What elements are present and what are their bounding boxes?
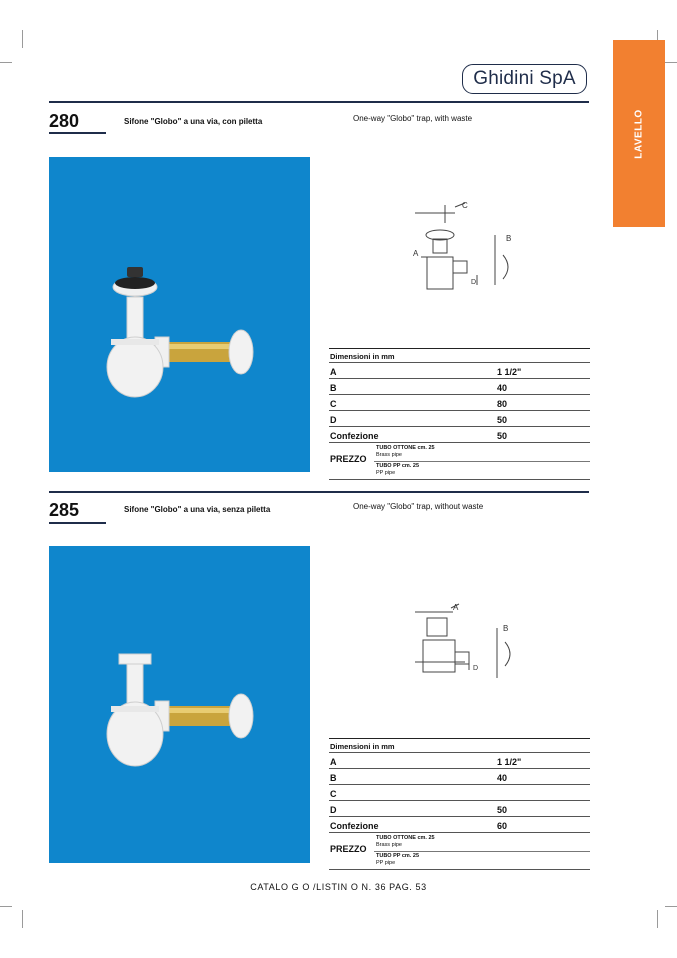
price-item [376,835,435,848]
product-code: 285 [49,500,80,520]
row-label: A [330,367,337,377]
product-code-underline [49,522,106,524]
crop-mark [665,62,677,63]
dimensions-header-text: Dimensioni in mm [330,352,395,361]
crop-mark [657,910,658,928]
page-footer: CATALO G O /LISTIN O N. 36 PAG. 53 [250,882,427,892]
crop-mark [0,62,12,63]
product-title-it: Sifone "Globo" a una via, senza piletta [124,505,271,514]
row-value: 40 [497,773,508,783]
crop-mark [22,30,23,48]
table-row [329,411,590,427]
row-value: 60 [497,821,508,831]
row-label: Confezione [330,431,379,441]
row-value: 50 [497,415,508,425]
dimensions-header [329,738,590,753]
table-row [329,363,590,379]
crop-mark [665,906,677,907]
diagram-label-d: D [471,279,477,286]
price-item-desc: Brass pipe [376,841,402,848]
row-label: C [330,789,337,799]
crop-mark [0,906,12,907]
price-item-desc: PP pipe [376,469,396,476]
price-item-name: TUBO OTTONE cm. 25 [376,835,435,841]
diagram-label-b: B [506,234,512,243]
row-value: 50 [497,805,508,815]
price-item-name: TUBO OTTONE cm. 25 [376,445,435,451]
table-row [329,395,590,411]
price-item-desc: Brass pipe [376,451,402,458]
section-tab-label: LAVELLO [633,108,645,159]
dimensions-header-text: Dimensioni in mm [330,742,395,751]
product-title-it: Sifone "Globo" a una via, con piletta [124,117,263,126]
diagram-label-c: C [462,201,468,210]
table-row [329,427,590,443]
technical-diagram [395,195,535,300]
price-row [329,443,590,480]
crop-mark [22,910,23,928]
row-label: Confezione [330,821,379,831]
price-row [329,833,590,870]
row-value: 1 1/2" [497,367,522,377]
dimensions-header [329,348,590,363]
price-label: PREZZO [330,454,367,464]
section-tab [613,40,665,227]
table-row [329,785,590,801]
diagram-label-b: B [503,624,509,633]
diagram-label-d: D [473,665,479,672]
product-photo [49,157,310,472]
row-label: A [330,757,337,767]
row-value: 40 [497,383,508,393]
row-value: 80 [497,399,508,409]
dimensions-table [329,738,590,870]
diagram-label-a: A [453,603,459,612]
brand-logo: Ghidini SpA [462,64,587,94]
table-row [329,817,590,833]
product-code: 280 [49,111,80,131]
price-item [376,463,419,476]
table-row [329,379,590,395]
row-label: D [330,415,337,425]
table-row [329,769,590,785]
technical-diagram [405,598,530,693]
price-item-name: TUBO PP cm. 25 [376,463,419,469]
row-label: C [330,399,337,409]
table-row [329,801,590,817]
row-value: 50 [497,431,508,441]
product-photo [49,546,310,863]
price-divider [374,461,590,462]
row-label: D [330,805,337,815]
price-label: PREZZO [330,844,367,854]
row-label: B [330,383,337,393]
price-divider [374,851,590,852]
table-row [329,753,590,769]
product-title-en: One-way "Globo" trap, with waste [353,114,473,123]
section-rule [49,101,589,103]
row-label: B [330,773,337,783]
dimensions-table [329,348,590,480]
product-code-underline [49,132,106,134]
row-value: 1 1/2" [497,757,522,767]
section-rule [49,491,589,493]
diagram-label-a: A [413,249,419,258]
price-item [376,445,435,458]
product-title-en: One-way "Globo" trap, without waste [353,502,484,511]
price-item [376,853,419,866]
price-item-desc: PP pipe [376,859,396,866]
price-item-name: TUBO PP cm. 25 [376,853,419,859]
